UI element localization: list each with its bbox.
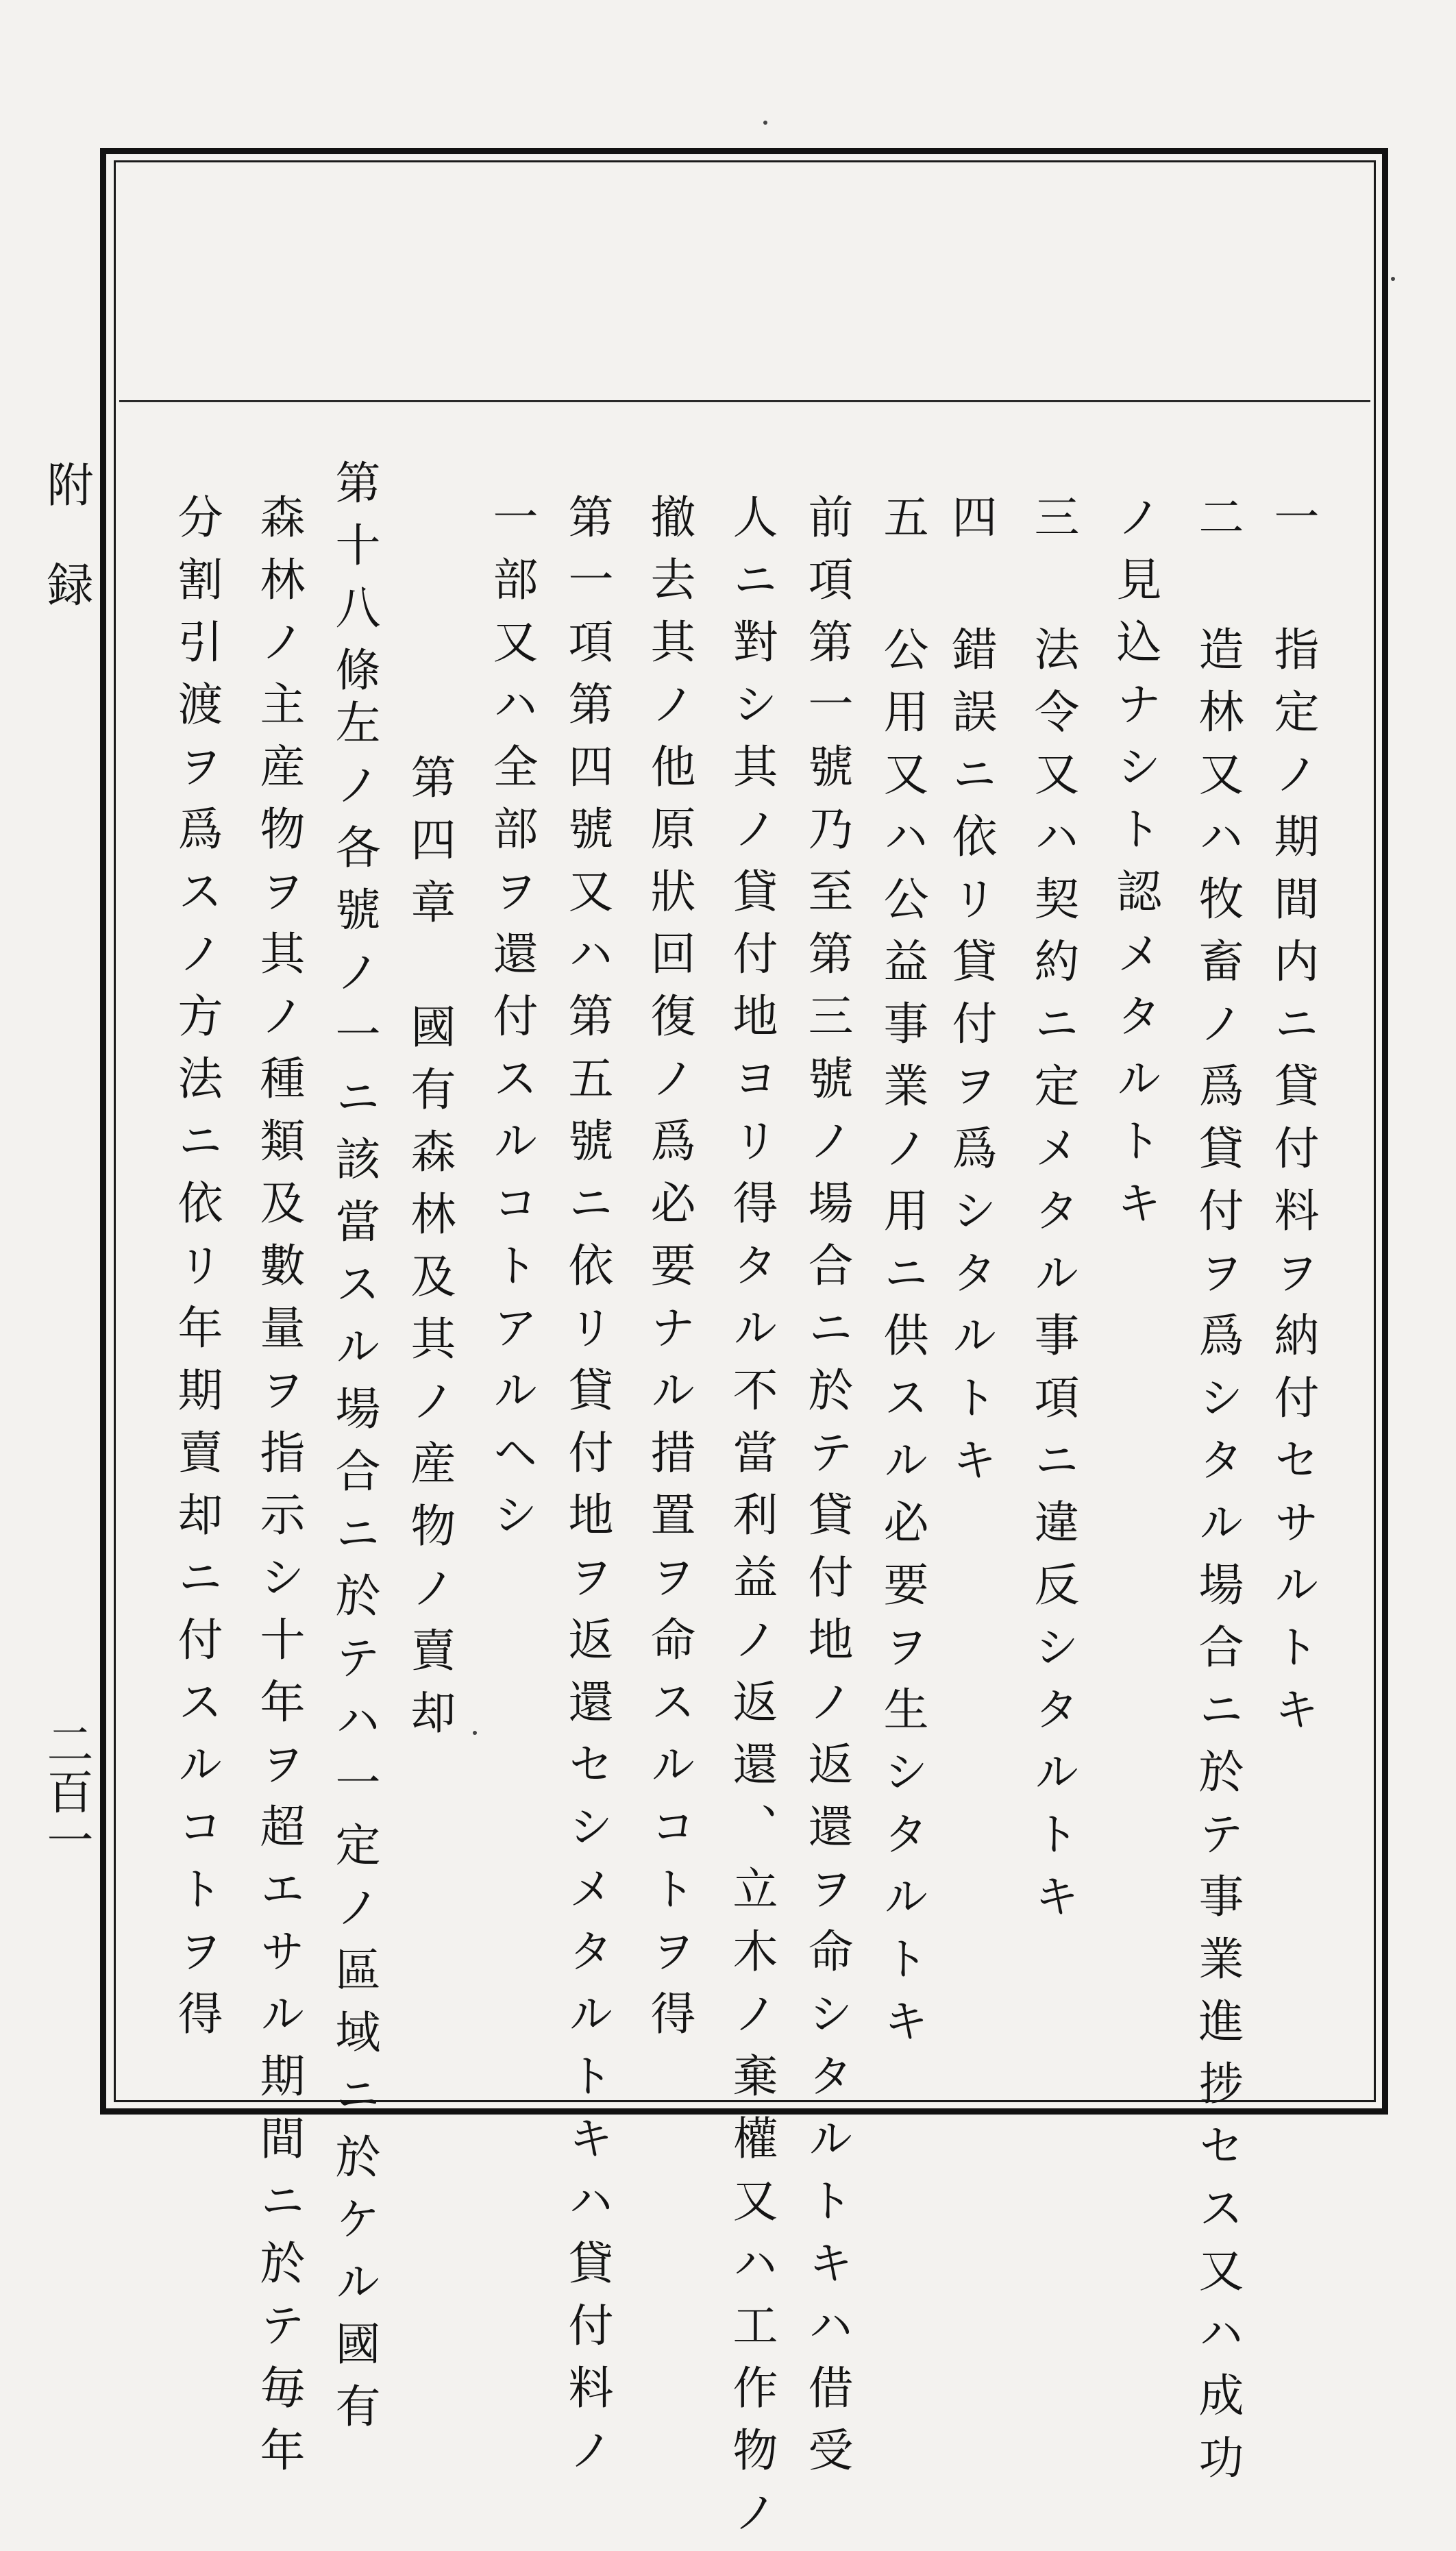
text-column: 一 指定ノ期間内ニ貸付料ヲ納付セサルトキ xyxy=(1266,493,1319,1748)
page-number: 二百一 xyxy=(39,1720,93,1864)
chapter-number: 第四章 xyxy=(403,754,456,941)
article-text: 森林ノ主産物ヲ其ノ種類及數量ヲ指示シ十年ヲ超エサル期間ニ於テ毎年 xyxy=(252,493,305,2489)
text-column: 二 造林又ハ牧畜ノ爲貸付ヲ爲シタル場合ニ於テ事業進捗セス又ハ成功 xyxy=(1191,493,1244,2496)
chapter-heading xyxy=(395,754,463,2330)
text-column: ノ見込ナシト認メタルトキ xyxy=(1109,493,1161,1242)
chapter-title: 國有森林及其ノ産物ノ賣却 xyxy=(403,1003,456,1751)
text-column: 一部又ハ全部ヲ還付スルコトアルヘシ xyxy=(485,493,538,1553)
text-column: 四 錯誤ニ依リ貸付ヲ爲シタルトキ xyxy=(944,493,997,1499)
text-column: 撤去其ノ他原狀回復ノ爲必要ナル措置ヲ命スルコトヲ得 xyxy=(643,493,695,2052)
article-text: 分割引渡ヲ爲スノ方法ニ依リ年期賣却ニ付スルコトヲ得 xyxy=(170,493,223,2052)
text-column: 前項第一號乃至第三號ノ場合ニ於テ貸付地ノ返還ヲ命シタルトキハ借受 xyxy=(800,493,853,2489)
paper-speck xyxy=(1391,277,1395,281)
section-label: 附録 xyxy=(39,460,93,661)
paper-speck xyxy=(473,1731,477,1735)
paper-speck xyxy=(763,121,767,125)
header-rule xyxy=(119,400,1370,402)
text-column: 人ニ對シ其ノ貸付地ヨリ得タル不當利益ノ返還、立木ノ棄權又ハ工作物ノ xyxy=(725,493,778,2551)
text-column: 三 法令又ハ契約ニ定メタル事項ニ違反シタルトキ xyxy=(1026,493,1079,1935)
text-column: 第一項第四號又ハ第五號ニ依リ貸付地ヲ返還セシメタルトキハ貸付料ノ xyxy=(560,493,613,2489)
text-column: 五 公用又ハ公益事業ノ用ニ供スル必要ヲ生シタルトキ xyxy=(876,493,928,2060)
article-number: 第十八條 xyxy=(328,459,380,708)
article-text: 左ノ各號ノ一ニ該當スル場合ニ於テハ一定ノ區域ニ於ケル國有 xyxy=(328,699,380,2445)
